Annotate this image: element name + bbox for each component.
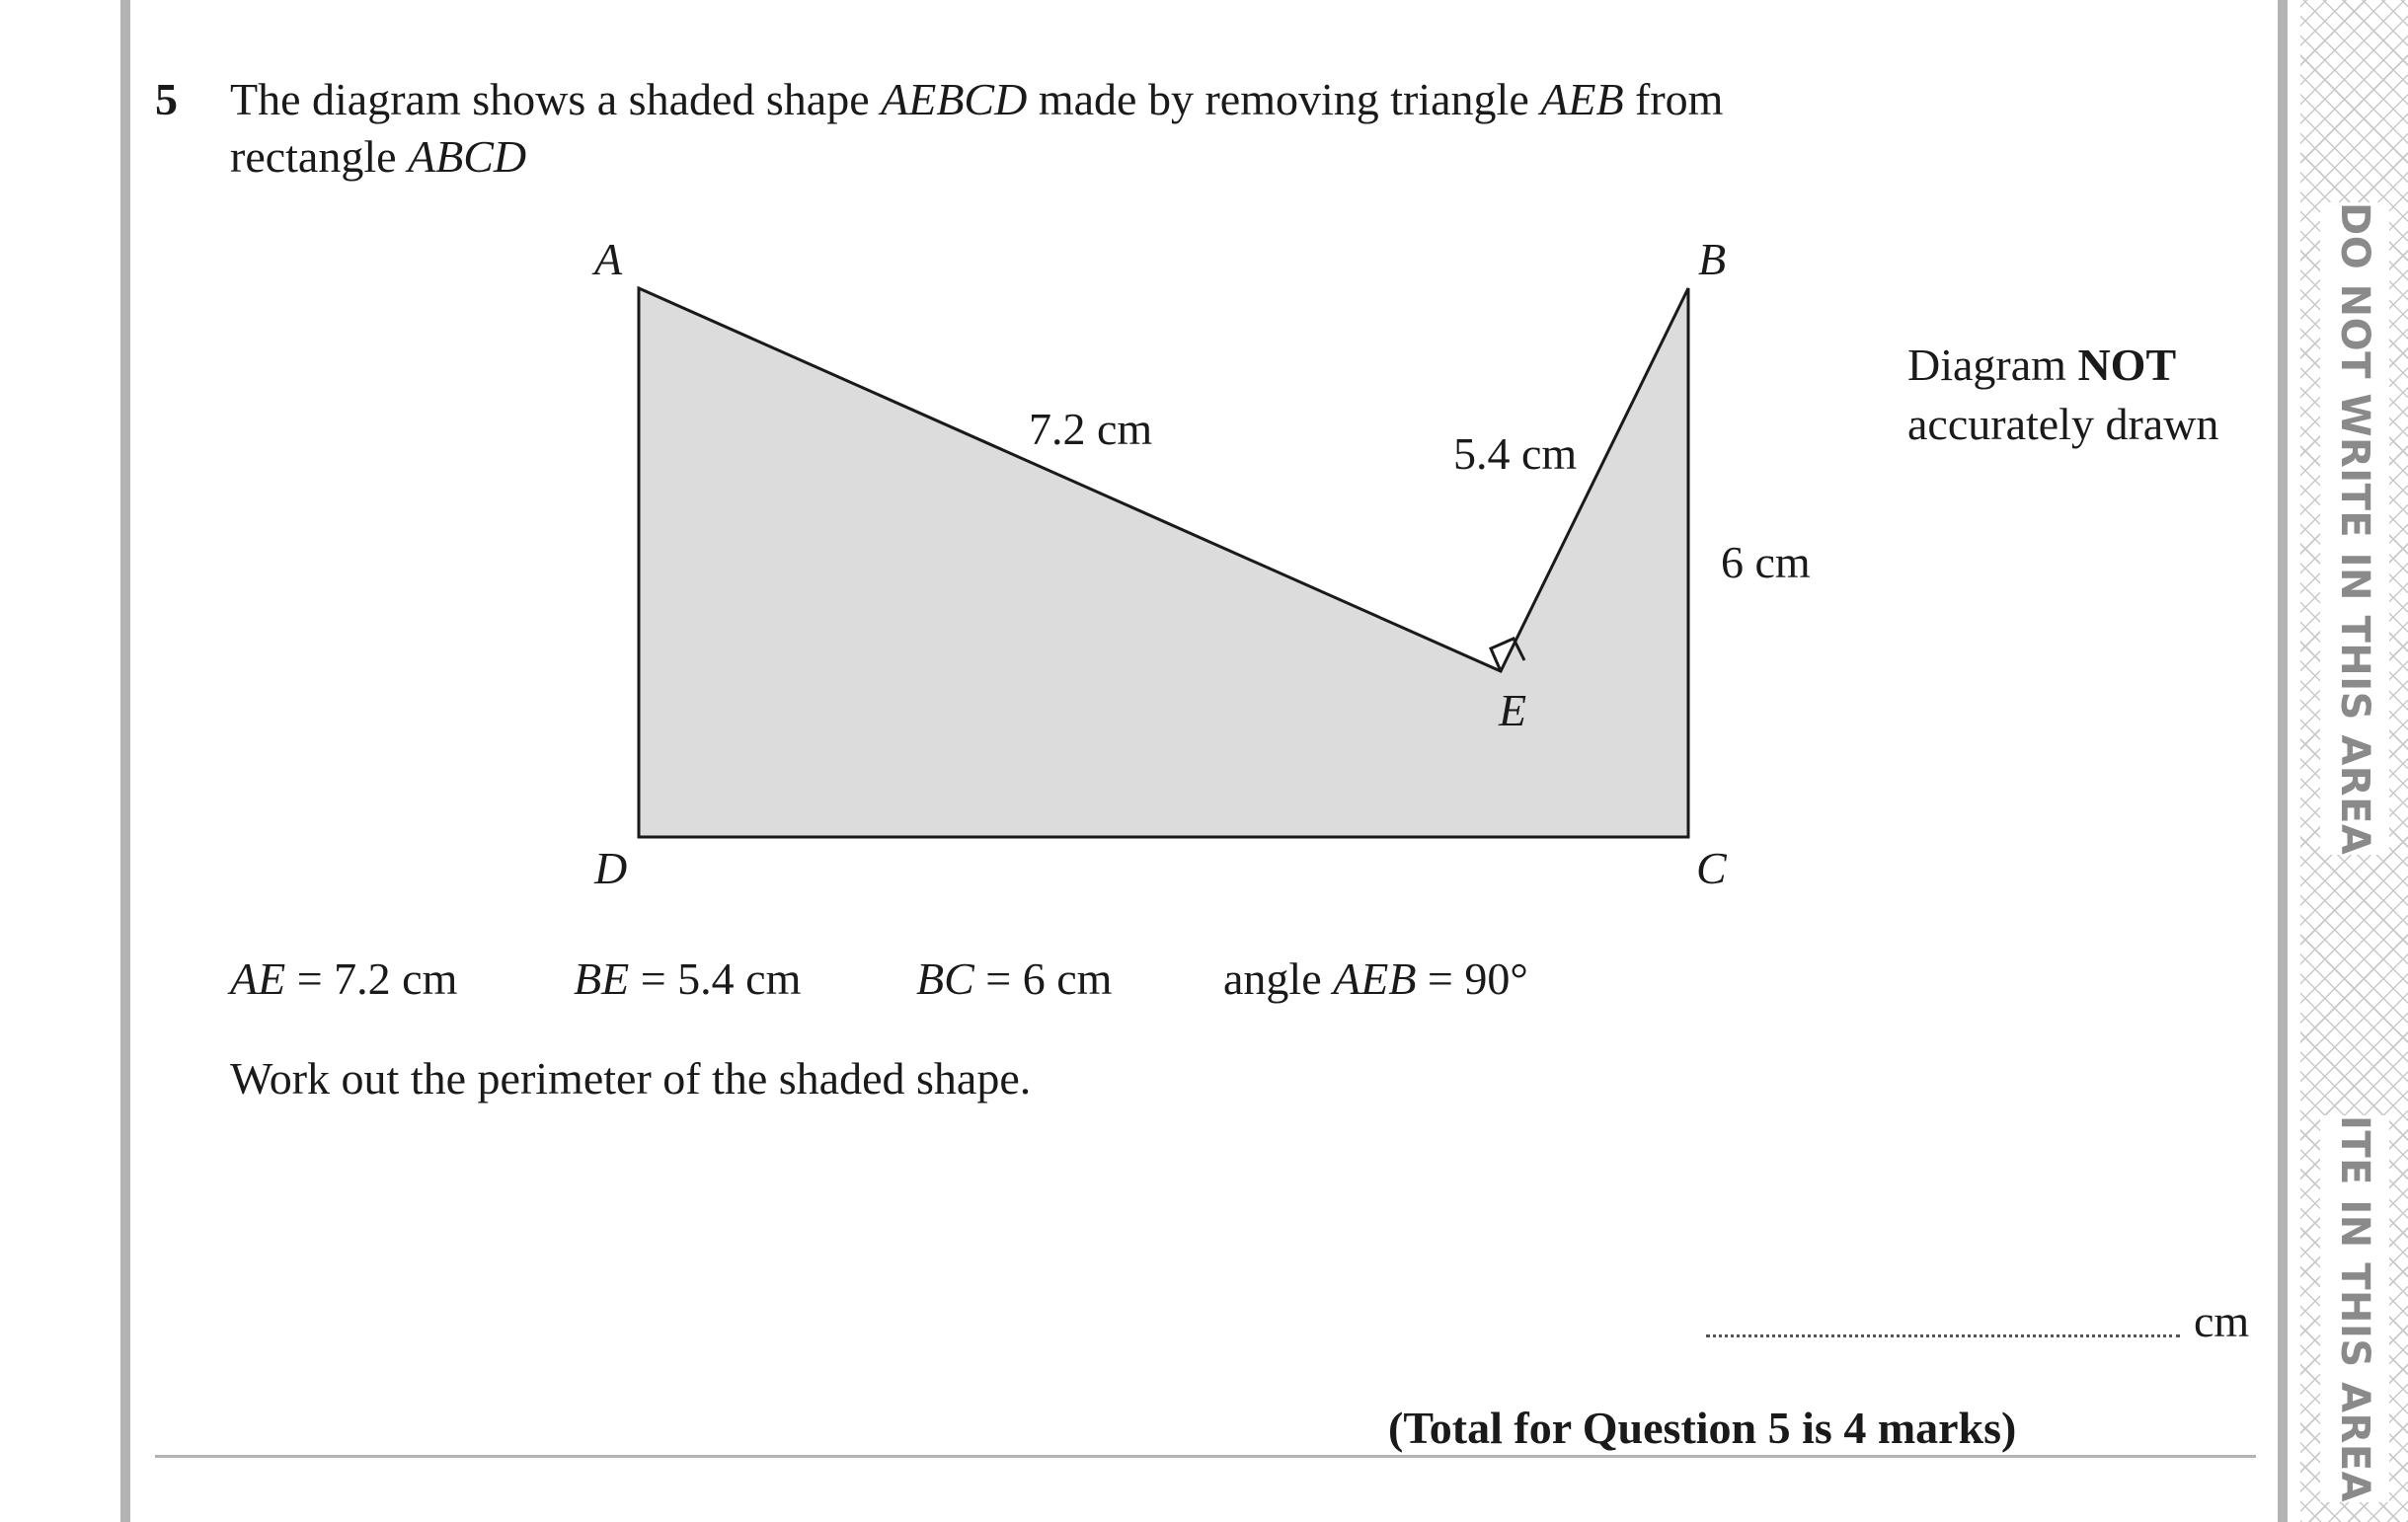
shaded-shape: [639, 288, 1688, 837]
question-text: The diagram shows a shaded shape AEBCD made by removing triangle AEB from rectangle ABCD: [230, 74, 1724, 182]
edge-label-ae: 7.2 cm: [1029, 404, 1153, 454]
edge-label-bc: 6 cm: [1721, 537, 1811, 587]
given-be: BE = 5.4 cm: [574, 953, 802, 1004]
vertex-label-c: C: [1696, 843, 1727, 893]
question-divider: [155, 1455, 2256, 1458]
answer-line[interactable]: [1706, 1334, 2180, 1337]
vertex-label-e: E: [1499, 685, 1527, 735]
total-marks: (Total for Question 5 is 4 marks): [1388, 1403, 2017, 1453]
vertex-label-d: D: [594, 843, 628, 893]
rectangle-name: ABCD: [408, 131, 527, 182]
vertex-label-b: B: [1698, 234, 1727, 284]
given-ae: AE = 7.2 cm: [230, 953, 458, 1004]
edge-label-be: 5.4 cm: [1453, 428, 1578, 479]
given-angle-aeb: angle AEB = 90°: [1223, 953, 1528, 1004]
vertex-label-a: A: [594, 234, 623, 284]
do-not-write-label-partial: ITE IN THIS AREA: [2320, 1115, 2389, 1502]
do-not-write-label: DO NOT WRITE IN THIS AREA: [2320, 202, 2389, 855]
answer-unit: cm: [2194, 1296, 2250, 1346]
given-bc: BC = 6 cm: [916, 953, 1113, 1004]
question-number: 5: [155, 74, 178, 124]
not-accurately-drawn-note: Diagram NOT accurately drawn: [1907, 340, 2219, 449]
instruction-text: Work out the perimeter of the shaded shape.: [230, 1053, 1032, 1103]
